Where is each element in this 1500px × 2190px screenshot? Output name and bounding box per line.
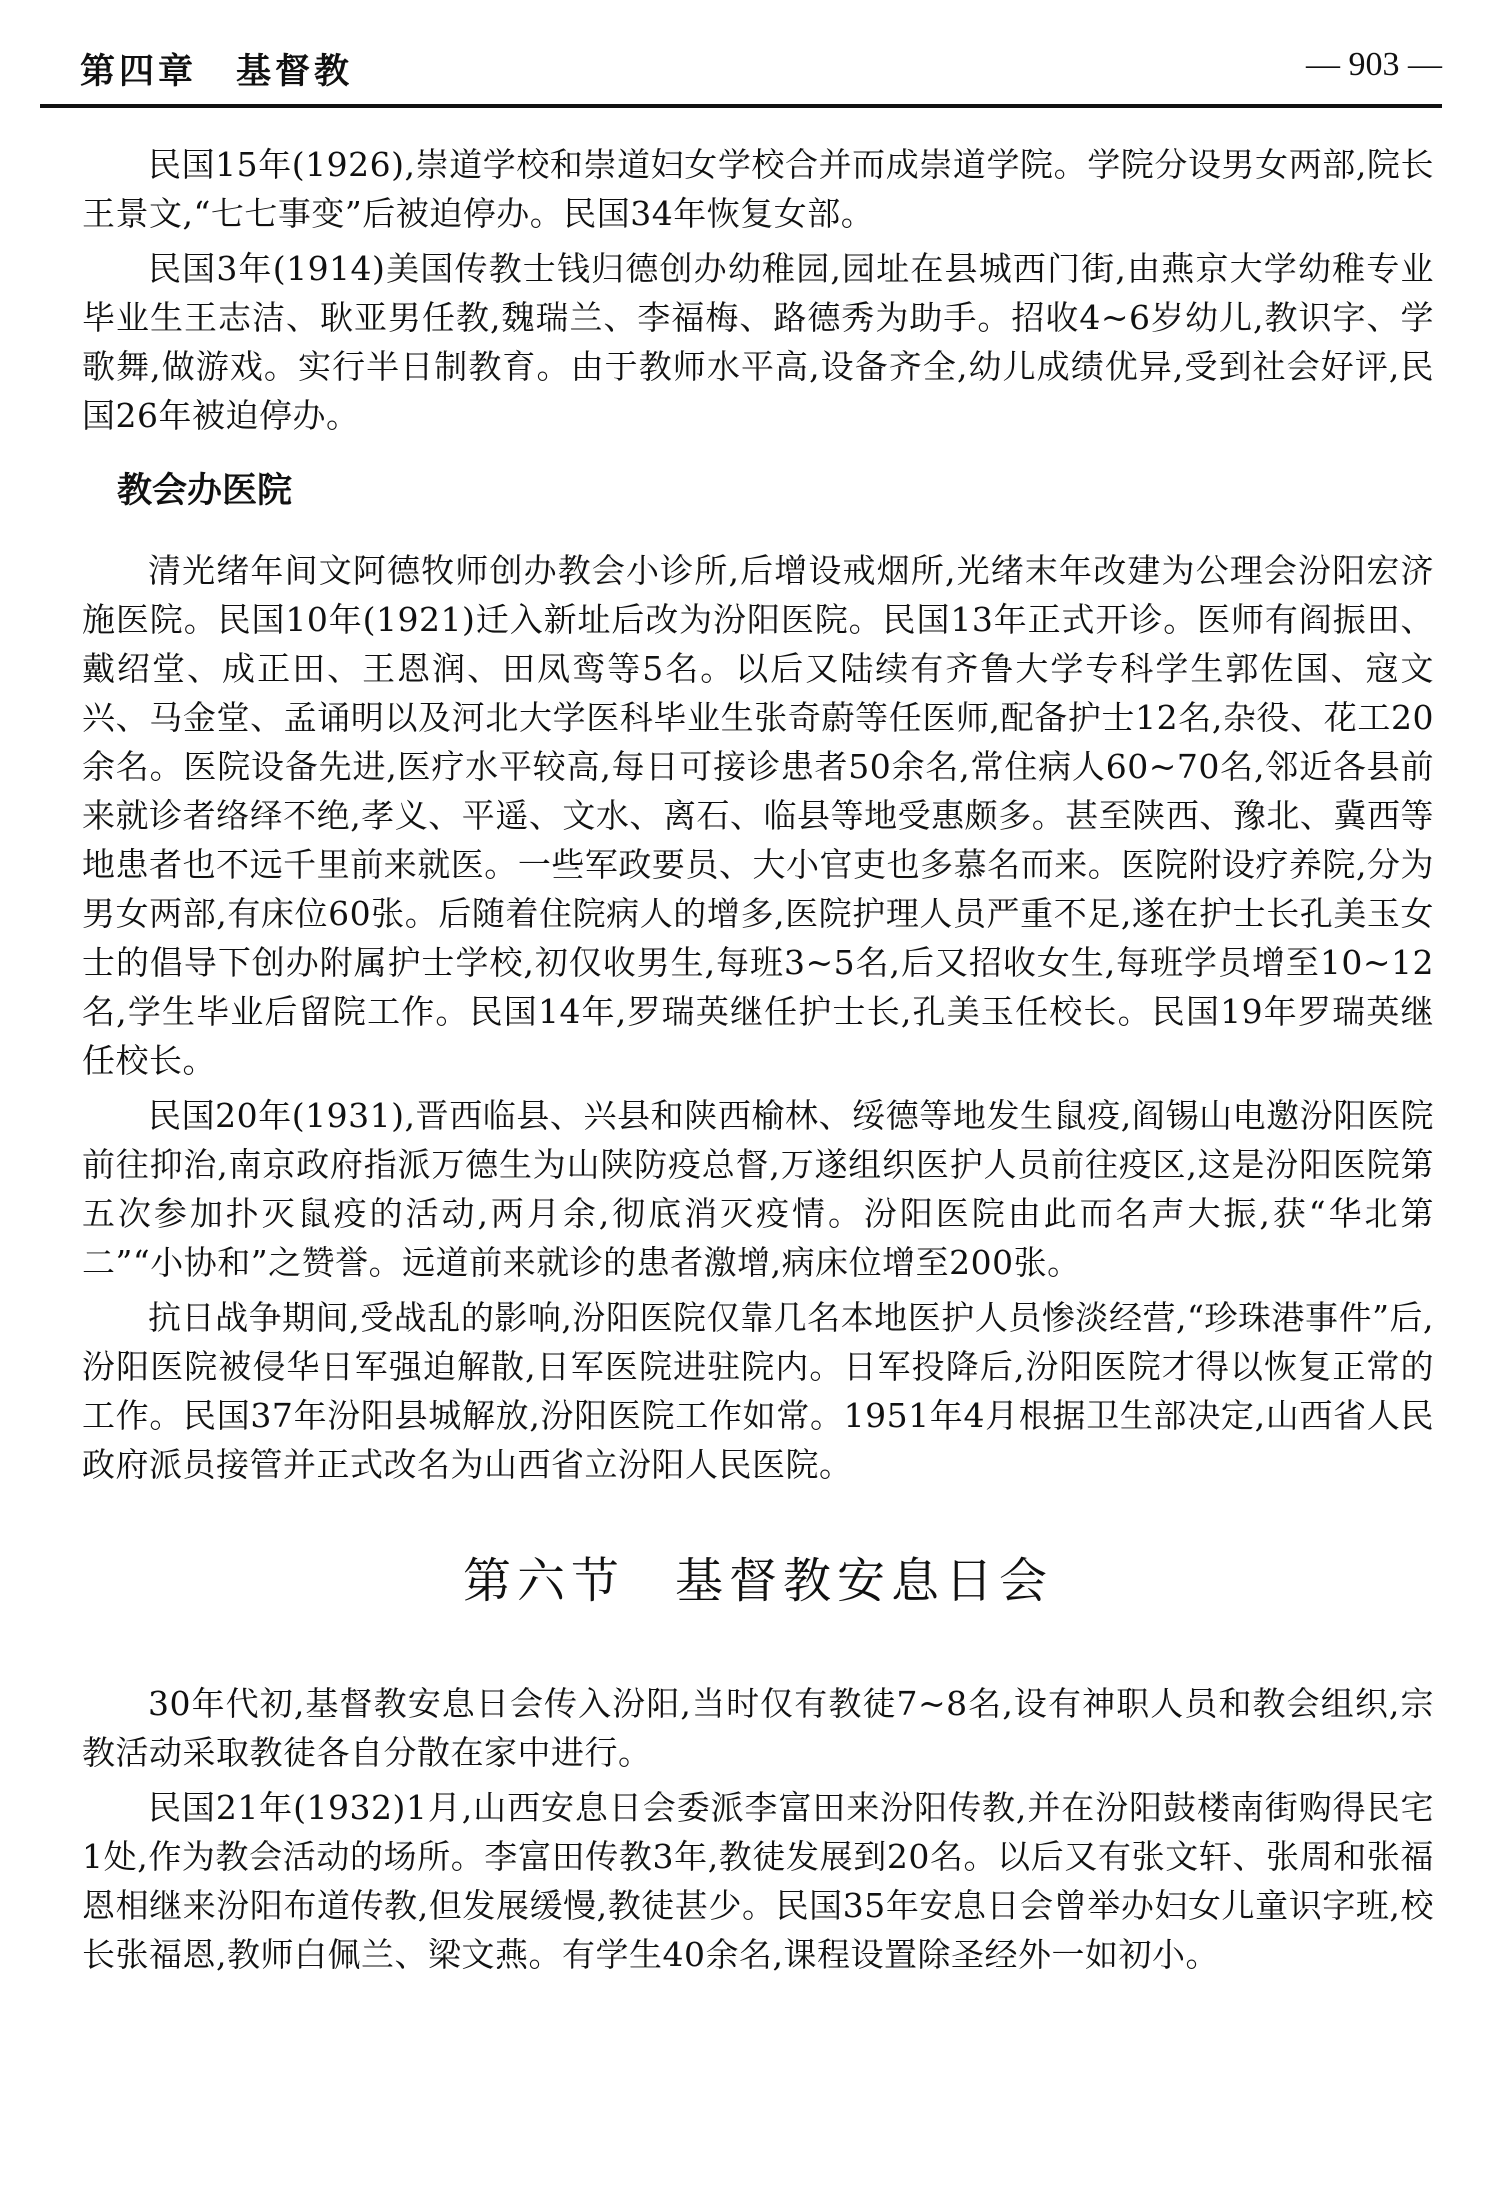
chapter-title: 第四章 基督教 [80,52,354,92]
subheading-church-hospital: 教会办医院 [117,471,293,511]
section-number: 第六节 [462,1553,625,1609]
paragraph-hospital-history: 清光绪年间文阿德牧师创办教会小诊所,后增设戒烟所,光绪末年改建为公理会汾阳宏济施医院。民国10年(1921)迁入新址后改为汾阳医院。民国13年正式开诊。医师有阎振田、戴绍堂、成正田、王恩润、田凤鸾等5名。以后又陆续有齐鲁大学专科学生郭佐国、寇文兴、马金堂、孟诵明以及河北大学医科毕业生张奇蔚等任医师,配备护士12名,杂役、花工20余名。医院设备先进,医疗水平较高,每日可接诊患者50余名,常住病人60~70名,邻近各县前来就诊者络绎不绝,孝义、平遥、文水、离石、临县等地受惠颇多。甚至陕西、豫北、冀西等地患者也不远千里前来就医。一些军政要员、大小官吏也多慕名而来。医院附设疗养院,分为男女两部,有床位60张。后随着住院病人的增多,医院护理人员严重不足,遂在护士长孔美玉女士的倡导下创办附属护士学校,初仅收男生,每班3~5名,后又招收女生,每班学员增至10~12名,学生毕业后留院工作。民国14年,罗瑞英继任护士长,孔美玉任校长。民国19年罗瑞英继任校长。 [82,551,1434,1080]
paragraph-adventist-1932: 民国21年(1932)1月,山西安息日会委派李富田来汾阳传教,并在汾阳鼓楼南街购得民宅1处,作为教会活动的场所。李富田传教3年,教徒发展到20名。以后又有张文轩、张周和张福恩相继来汾阳布道传教,但发展缓慢,教徒甚少。民国35年安息日会曾举办妇女儿童识字班,校长张福恩,教师白佩兰、梁文燕。有学生40余名,课程设置除圣经外一如初小。 [82,1788,1434,1974]
running-header [40,44,1442,108]
paragraph-chongdao-college: 民国15年(1926),崇道学校和崇道妇女学校合并而成崇道学院。学院分设男女两部,院长王景文,“七七事变”后被迫停办。民国34年恢复女部。 [82,145,1434,233]
paragraph-war-period: 抗日战争期间,受战乱的影响,汾阳医院仅靠几名本地医护人员惨淡经营,“珍珠港事件”后,汾阳医院被侵华日军强迫解散,日军医院进驻院内。日军投降后,汾阳医院才得以恢复正常的工作。民国37年汾阳县城解放,汾阳医院工作如常。1951年4月根据卫生部决定,山西省人民政府派员接管并正式改名为山西省立汾阳人民医院。 [82,1298,1434,1484]
paragraph-plague-relief: 民国20年(1931),晋西临县、兴县和陕西榆林、绥德等地发生鼠疫,阎锡山电邀汾阳医院前往抑治,南京政府指派万德生为山陕防疫总督,万遂组织医护人员前往疫区,这是汾阳医院第五次参加扑灭鼠疫的活动,两月余,彻底消灭疫情。汾阳医院由此而名声大振,获“华北第二”“小协和”之赞誉。远道前来就诊的患者激增,病床位增至200张。 [82,1096,1434,1282]
section-title [82,1551,1434,1611]
page-body [82,140,1434,1979]
paragraph-adventist-intro: 30年代初,基督教安息日会传入汾阳,当时仅有教徒7~8名,设有神职人员和教会组织,宗教活动采取教徒各自分散在家中进行。 [82,1684,1434,1772]
paragraph-kindergarten: 民国3年(1914)美国传教士钱归德创办幼稚园,园址在县城西门街,由燕京大学幼稚专业毕业生王志洁、耿亚男任教,魏瑞兰、李福梅、路德秀为助手。招收4~6岁幼儿,教识字、学歌舞,做游戏。实行半日制教育。由于教师水平高,设备齐全,幼儿成绩优异,受到社会好评,民国26年被迫停办。 [82,249,1434,435]
page-number: — 903 — [1306,46,1442,83]
section-name: 基督教安息日会 [675,1553,1054,1609]
